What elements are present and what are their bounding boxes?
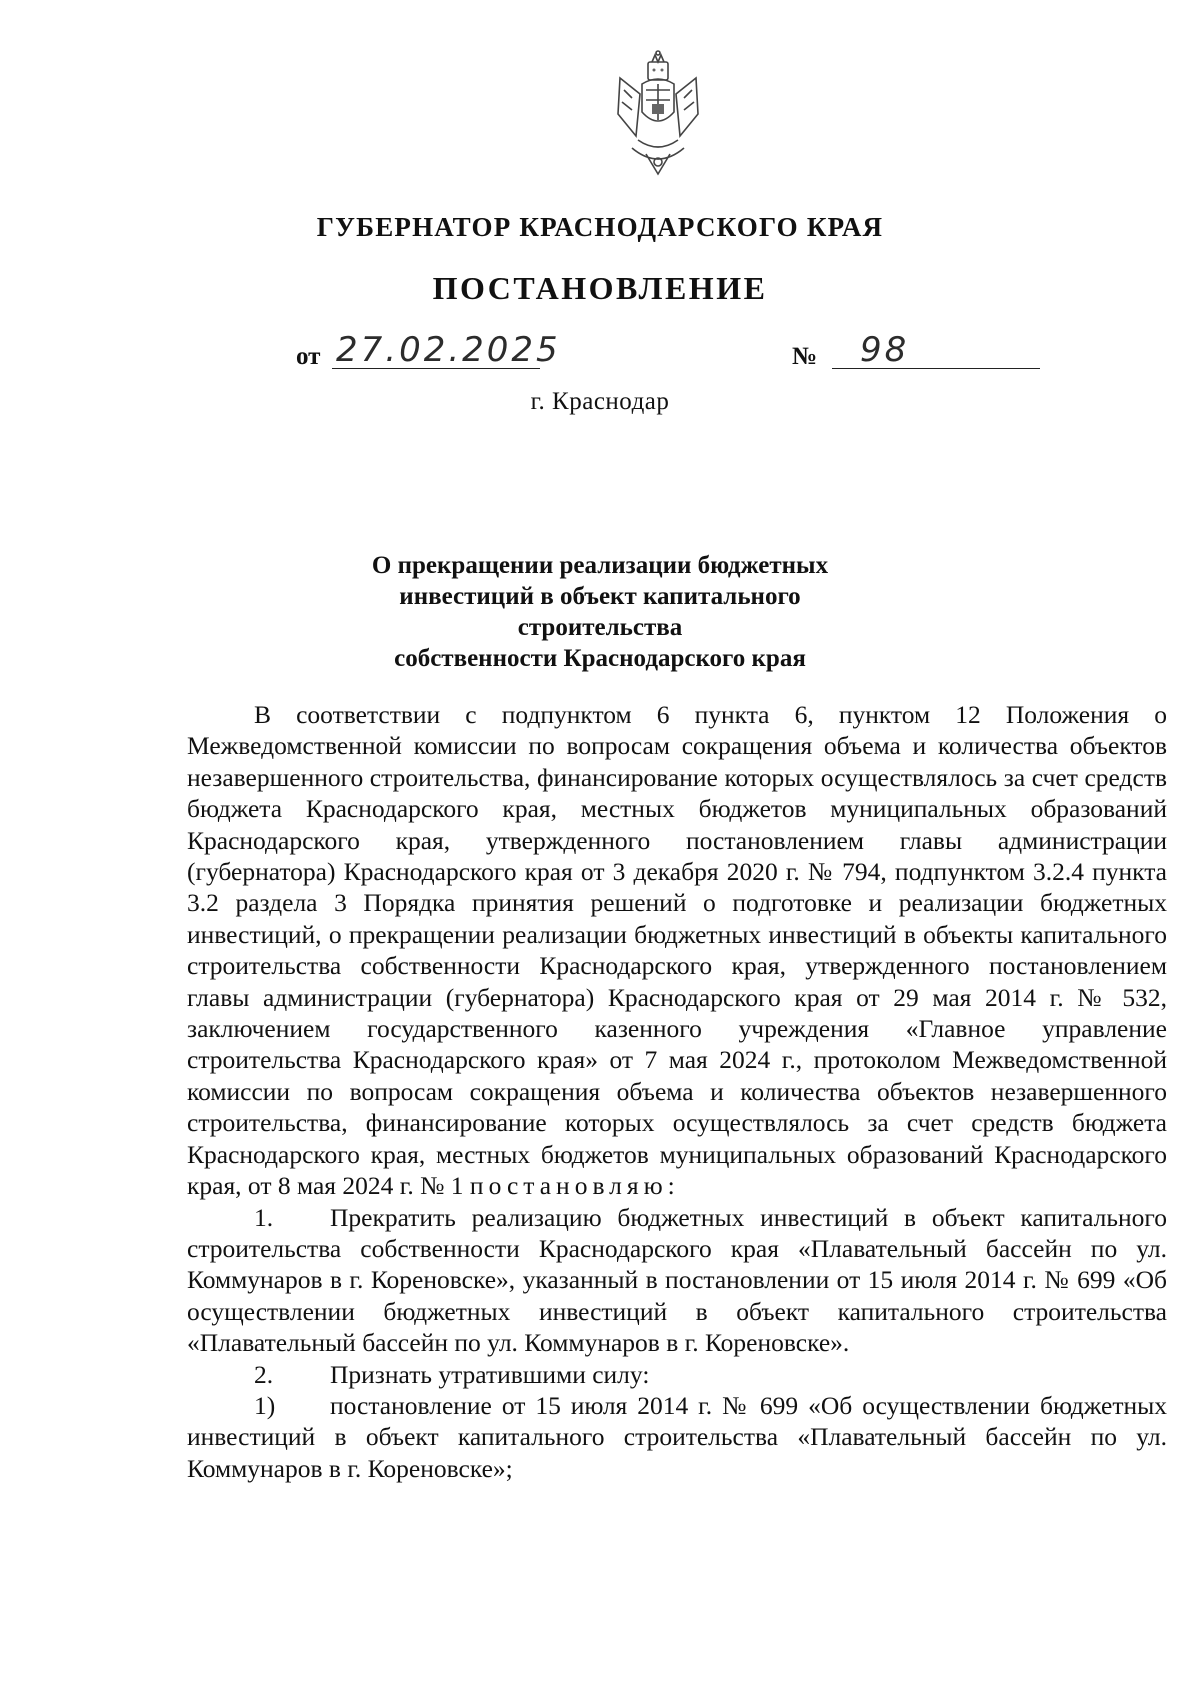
document-type: ПОСТАНОВЛЕНИЕ	[432, 270, 768, 306]
subitem-number: 1)	[254, 1390, 276, 1420]
handwritten-date: 27.02.2025	[336, 330, 561, 370]
subject-line: инвестиций в объект капитального строительства	[399, 583, 801, 641]
subject-line: собственности Краснодарского края	[394, 645, 806, 672]
item-number: 1.	[254, 1202, 274, 1232]
issuing-authority: ГУБЕРНАТОР КРАСНОДАРСКОГО КРАЯ	[316, 212, 884, 242]
number-label: №	[792, 343, 818, 370]
handwritten-number: 98	[860, 330, 910, 370]
subject-line: О прекращении реализации бюджетных	[371, 552, 829, 579]
coat-of-arms-emblem	[608, 50, 708, 180]
preamble-text: В соответствии с подпунктом 6 пункта 6, пунктом 12 Положения о Межведомственной комиссии по вопросам сокращения объема и количества объектов незавершенного строительства, финансирование которых осуществлялось за счет средств бюджета Краснодарского края, местных бюджетов муниципальных образований Краснодарского края, утвержденного постановлением главы администрации (губернатора) Краснодарского края от 3 декабря 2020 г. № 794, подпунктом 3.2.4 пункта 3.2 раздела 3 Порядка принятия решений о подготовке и реализации бюджетных инвестиций, о прекращении реализации бюджетных инвестиций в объекты капитального строительства собственности Краснодарского края, утвержденного постановлением главы администрации (губернатора) Краснодарского края от 29 мая 2014 г. № 532, заключением государственного казенного учреждения «Главное управление строительства Краснодарского края» от 7 мая 2024 г., протоколом Межведомственной комиссии по вопросам сокращения объема и количества объектов незавершенного строительства, финансирование которых осуществлялось за счет средств бюджета Краснодарского края, местных бюджетов муниципальных образований Краснодарского края, от 8 мая 2024 г. № 1	[187, 700, 1167, 1201]
document-subject	[330, 550, 870, 674]
subitem-text: постановление от 15 июля 2014 г. № 699 «Об осуществлении бюджетных инвестиций в объект капитального строительства «Плавательный бассейн по ул. Коммунаров в г. Кореновске»;	[187, 1390, 1167, 1483]
item-1	[187, 1202, 1167, 1359]
item-number: 2.	[254, 1359, 274, 1389]
item-text: Признать утратившими силу:	[330, 1359, 650, 1389]
subitem-1	[187, 1390, 1167, 1484]
preamble-paragraph	[187, 699, 1167, 1202]
resolve-word: постановляю:	[469, 1171, 680, 1201]
date-prefix: от	[296, 343, 321, 370]
item-text: Прекратить реализацию бюджетных инвестиций в объект капитального строительства собственности Краснодарского края «Плавательный бассейн по ул. Коммунаров в г. Кореновске», указанный в постановлении от 15 июля 2014 г. № 699 «Об осуществлении бюджетных инвестиций в объект капитального строительства «Плавательный бассейн по ул. Коммунаров в г. Кореновске».	[187, 1202, 1167, 1358]
document-body	[187, 699, 1167, 1484]
item-2	[187, 1359, 1167, 1390]
city-of-issue: г. Краснодар	[530, 388, 670, 415]
